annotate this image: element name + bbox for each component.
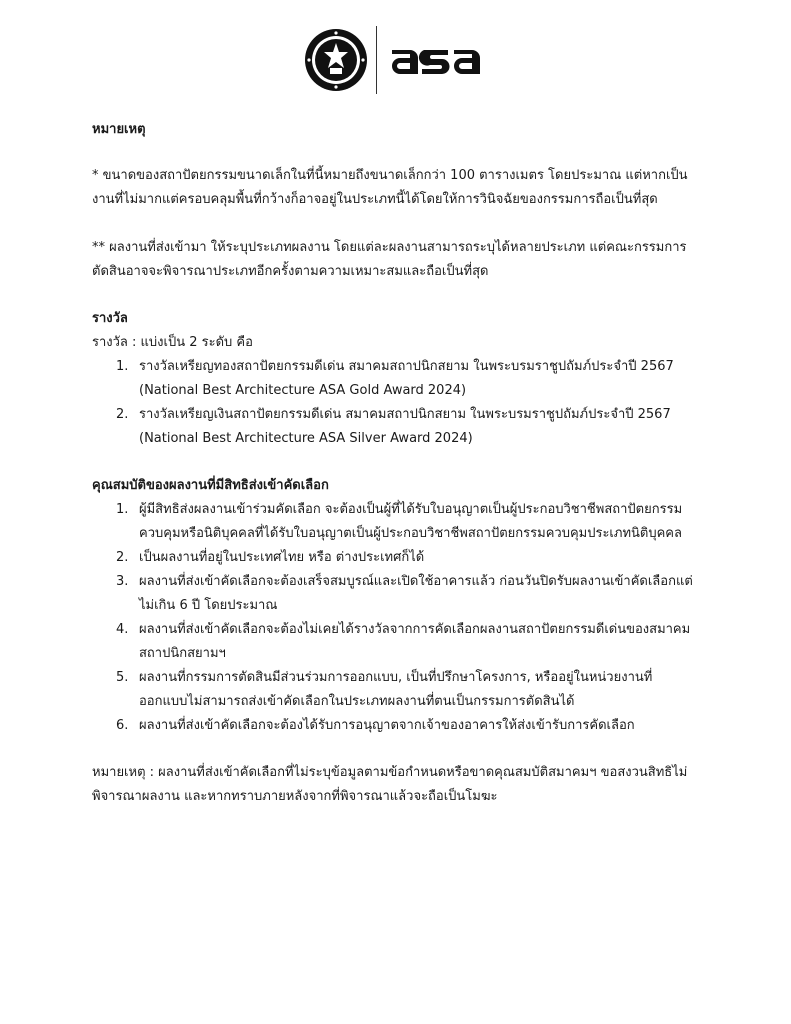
qualification-item-number: 5. xyxy=(116,670,129,685)
note-paragraph-1: * ขนาดของสถาปัตยกรรมขนาดเล็กในที่นี้หมายถึงขนาดเล็กกว่า 100 ตารางเมตร โดยประมาณ แต่หากเป็นงานที่ไม่มากแต่ครอบคลุมพื้นที่กว้างก็อาจอยู่ในประเภทนี้ได้โดยให้การวินิจฉัยของกรรมการถือเป็นที่สุด xyxy=(92,168,688,207)
qualification-item-number: 6. xyxy=(116,718,129,733)
note-paragraph-2: ** ผลงานที่ส่งเข้ามา ให้ระบุประเภทผลงาน โดยแต่ละผลงานสามารถระบุได้หลายประเภท แต่คณะกรรมการตัดสินอาจจะพิจารณาประเภทอีกครั้งตามความเหมาะสมและถือเป็นที่สุด xyxy=(92,240,687,279)
note-heading: หมายเหตุ xyxy=(92,122,146,137)
award-item-text: รางวัลเหรียญทองสถาปัตยกรรมดีเด่น สมาคมสถาปนิกสยาม ในพระบรมราชูปถัมภ์ประจำปี 2567 xyxy=(139,359,674,374)
qualification-item-number: 1. xyxy=(116,502,129,517)
award-item xyxy=(92,355,700,403)
qualification-item xyxy=(92,498,700,546)
document-body xyxy=(92,118,700,809)
document-header xyxy=(0,24,791,100)
qualification-item-number: 3. xyxy=(116,574,129,589)
qualification-item-number: 2. xyxy=(116,550,129,565)
footer-note: หมายเหตุ : ผลงานที่ส่งเข้าคัดเลือกที่ไม่ระบุข้อมูลตามข้อกำหนดหรือขาดคุณสมบัติสมาคมฯ ขอสงวนสิทธิไม่พิจารณาผลงาน และหากทราบภายหลังจากที่พิจารณาแล้วจะถือเป็นโมฆะ xyxy=(92,765,688,804)
qualification-item-number: 4. xyxy=(116,622,129,637)
qualification-item-text: ผลงานที่ส่งเข้าคัดเลือกจะต้องไม่เคยได้รางวัลจากการคัดเลือกผลงานสถาปัตยกรรมดีเด่นของสมาคมสถาปนิกสยามฯ xyxy=(139,622,691,661)
award-item xyxy=(92,403,700,451)
qualification-item-text: เป็นผลงานที่อยู่ในประเทศไทย หรือ ต่างประเทศก็ได้ xyxy=(139,550,425,565)
qualification-item xyxy=(92,618,700,666)
qualification-item xyxy=(92,546,700,570)
awards-heading: รางวัล xyxy=(92,311,128,326)
award-item-number: 1. xyxy=(116,359,129,374)
header-divider xyxy=(376,26,377,94)
qualifications-list xyxy=(92,498,700,738)
awards-intro: รางวัล : แบ่งเป็น 2 ระดับ คือ xyxy=(92,335,253,350)
qualification-item-text: ผลงานที่กรรมการตัดสินมีส่วนร่วมการออกแบบ, เป็นที่ปรึกษาโครงการ, หรืออยู่ในหน่วยงานที่ออกแบบไม่สามารถส่งเข้าคัดเลือกในประเภทผลงานที่ตนเป็นกรรมการตัดสินได้ xyxy=(139,670,653,709)
qualification-item-text: ผลงานที่ส่งเข้าคัดเลือกจะต้องได้รับการอนุญาตจากเจ้าของอาคารให้ส่งเข้ารับการคัดเลือก xyxy=(139,718,635,733)
award-item-text: รางวัลเหรียญเงินสถาปัตยกรรมดีเด่น สมาคมสถาปนิกสยาม ในพระบรมราชูปถัมภ์ประจำปี 2567 xyxy=(139,407,671,422)
award-item-english: (National Best Architecture ASA Silver Award 2024) xyxy=(139,431,473,446)
award-item-number: 2. xyxy=(116,407,129,422)
qualification-item xyxy=(92,570,700,618)
asa-logo xyxy=(388,42,488,76)
award-item-english: (National Best Architecture ASA Gold Award 2024) xyxy=(139,383,467,398)
qualification-item xyxy=(92,714,700,738)
qualification-item-text: ผู้มีสิทธิส่งผลงานเข้าร่วมคัดเลือก จะต้องเป็นผู้ที่ได้รับใบอนุญาตเป็นผู้ประกอบวิชาชีพสถาปัตยกรรมควบคุมหรือนิติบุคคลที่ได้รับใบอนุญาตเป็นผู้ประกอบวิชาชีพสถาปัตยกรรมควบคุมประเภทนิติบุคคล xyxy=(139,502,683,541)
awards-list xyxy=(92,355,700,451)
qualification-item-text: ผลงานที่ส่งเข้าคัดเลือกจะต้องเสร็จสมบูรณ์และเปิดใช้อาคารแล้ว ก่อนวันปิดรับผลงานเข้าคัดเลือกแต่ไม่เกิน 6 ปี โดยประมาณ xyxy=(139,574,693,613)
university-seal-logo xyxy=(304,28,368,92)
qualifications-heading: คุณสมบัติของผลงานที่มีสิทธิส่งเข้าคัดเลือก xyxy=(92,478,329,493)
qualification-item xyxy=(92,666,700,714)
